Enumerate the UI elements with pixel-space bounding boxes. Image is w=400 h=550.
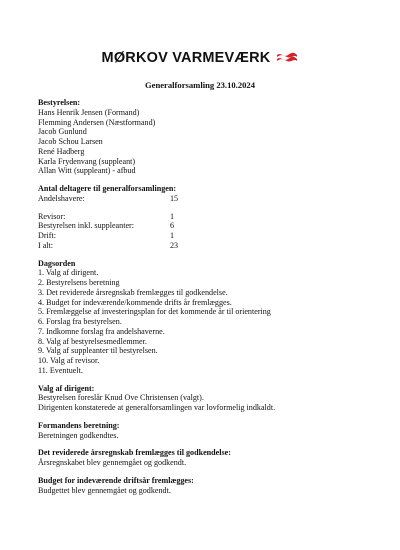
dirigent-heading: Valg af dirigent: (38, 383, 95, 393)
board-member: Flemming Andersen (Næstformand) (38, 117, 156, 127)
attendance-label: Revisor: (38, 211, 66, 221)
agenda-item: 7. Indkomne forslag fra andelshaverne. (38, 326, 165, 336)
board-member: Karla Frydenvang (suppleant) (38, 156, 136, 166)
board-member: Hans Henrik Jensen (Formand) (38, 107, 140, 117)
attendance-row (38, 231, 378, 241)
board-member-list (38, 108, 378, 176)
attendance-label: I alt: (38, 240, 54, 250)
logo-text: MØRKOV VARMEVÆRK (101, 50, 271, 66)
agenda-item: 11. Eventuelt. (38, 365, 83, 375)
agenda-item: 2. Bestyrelsens beretning (38, 278, 120, 287)
agenda-item: 6. Forslag fra bestyrelsen. (38, 317, 122, 326)
attendance-value: 23 (170, 240, 179, 250)
dirigent-text: Bestyrelsen foreslår Knud Ove Christensen (valgt). (38, 393, 204, 403)
flame-wave-icon (276, 52, 298, 64)
attendance-table (38, 194, 378, 251)
accounts-heading: Det reviderede årsregnskab fremlægges til godkendelse: (38, 448, 231, 458)
attendance-row (38, 212, 378, 222)
attendance-label: Drift: (38, 231, 56, 240)
report-heading: Formandens beretning: (38, 420, 120, 430)
document-title: Generalforsamling 23.10.2024 (144, 80, 256, 90)
company-logo (0, 50, 400, 66)
attendance-row (38, 241, 378, 251)
agenda-heading: Dagsorden (38, 258, 76, 268)
board-heading: Bestyrelsen: (38, 98, 81, 107)
budget-text: Budgettet blev gennemgået og godkendt. (38, 485, 171, 495)
agenda-item: 9. Valg af suppleanter til bestyrelsen. (38, 346, 158, 356)
board-member: Allan Witt (suppleant) - afbud (38, 166, 136, 176)
agenda-item: 5. Fremlæggelse af investeringsplan for det kommende år til orientering (38, 307, 271, 317)
accounts-text: Årsregnskabet blev gennemgået og godkendt. (38, 458, 187, 467)
attendance-label: Bestyrelsen inkl. suppleanter: (38, 221, 134, 231)
spacer (38, 204, 378, 212)
agenda-item: 10. Valg af revisor. (38, 356, 100, 365)
attendance-value: 15 (170, 193, 179, 203)
attendance-heading: Antal deltagere til generalforsamlingen: (38, 184, 177, 193)
agenda-item: 3. Det reviderede årsregnskab fremlægges til godkendelse. (38, 287, 228, 297)
board-member: Jacob Schou Larsen (38, 137, 103, 146)
attendance-label: Andelshavere: (38, 193, 85, 203)
agenda-list (38, 268, 378, 375)
attendance-value: 6 (170, 221, 175, 231)
board-member: Jacob Gunlund (38, 127, 87, 137)
attendance-value: 1 (170, 211, 175, 221)
agenda-item: 8. Valg af bestyrelsesmedlemmer. (38, 336, 147, 346)
document-body (38, 98, 378, 495)
agenda-item: 4. Budget for indeværende/kommende drifts år fremlægges. (38, 297, 232, 307)
dirigent-text: Dirigenten konstaterede at generalforsamlingen var lovformelig indkaldt. (38, 403, 276, 412)
budget-heading: Budget for indeværende driftsår fremlægges: (38, 475, 194, 485)
attendance-value: 1 (170, 231, 175, 240)
agenda-item: 1. Valg af dirigent. (38, 268, 99, 278)
report-text: Beretningen godkendtes. (38, 430, 119, 440)
board-member: René Hadberg (38, 146, 85, 156)
attendance-row (38, 194, 378, 204)
attendance-row (38, 221, 378, 231)
